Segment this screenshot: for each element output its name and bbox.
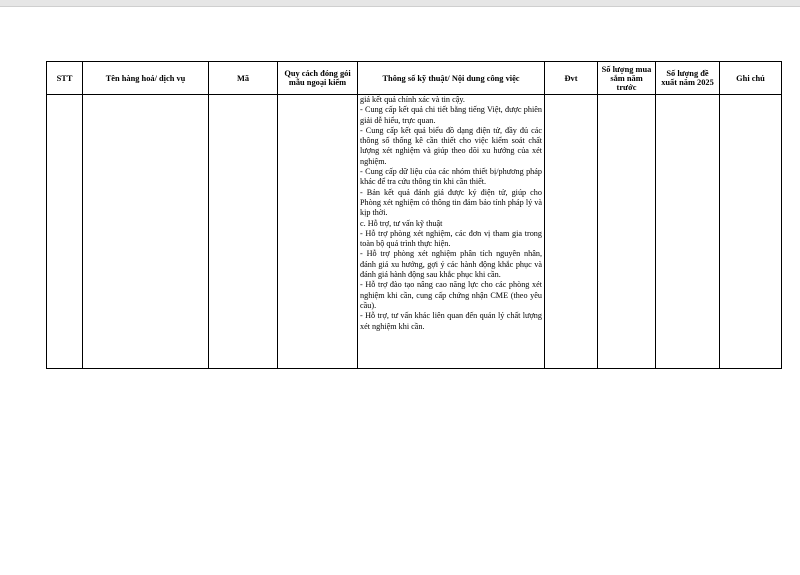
spec-line: - Cung cấp kết quả biểu đồ dạng điện tử, đầy đủ các thông số thống kê cần thiết cho việc kiểm soát chất lượng xét nghiệm và giúp theo dõi xu hướng của xét nghiệm.: [360, 125, 542, 166]
header-code: Mã: [209, 62, 278, 95]
document-page: [0, 7, 800, 575]
header-unit: Đvt: [545, 62, 598, 95]
spec-line: - Cung cấp dữ liệu của các nhóm thiết bị/phương pháp khác để tra cứu thông tin khi cần thiết.: [360, 167, 542, 187]
header-stt: STT: [47, 62, 83, 95]
table-row: [47, 95, 782, 369]
procurement-table: [46, 61, 782, 369]
cell-specs: [358, 95, 545, 369]
header-name: Tên hàng hoá/ dịch vụ: [83, 62, 209, 95]
cell-packaging: [278, 95, 358, 369]
cell-stt: [47, 95, 83, 369]
cell-name: [83, 95, 209, 369]
header-notes: Ghi chú: [720, 62, 782, 95]
header-proposed-qty: Số lượng đề xuất năm 2025: [656, 62, 720, 95]
viewer-top-bar: [0, 0, 800, 7]
header-specs: Thông số kỹ thuật/ Nội dung công việc: [358, 62, 545, 95]
header-packaging: Quy cách đóng gói mẫu ngoại kiểm: [278, 62, 358, 95]
header-row: [47, 62, 782, 95]
spec-line: - Hỗ trợ đào tạo nâng cao năng lực cho các phòng xét nghiệm khi cần, cung cấp chứng nhận CME (theo yêu cầu).: [360, 280, 542, 310]
spec-line: giá kết quả chính xác và tin cậy.: [360, 95, 465, 104]
spec-line: - Cung cấp kết quả chi tiết bằng tiếng Việt, được phiên giải dễ hiểu, trực quan.: [360, 105, 542, 125]
cell-prev-qty: [598, 95, 656, 369]
cell-code: [209, 95, 278, 369]
spec-line: - Bản kết quả đánh giá được ký điện tử, giúp cho Phòng xét nghiệm có thông tin đảm bảo tính pháp lý và kịp thời.: [360, 187, 542, 218]
spec-line: - Hỗ trợ, tư vấn khác liên quan đến quản lý chất lượng xét nghiệm khi cần.: [360, 311, 542, 331]
cell-proposed-qty: [656, 95, 720, 369]
spec-content: [358, 95, 544, 332]
cell-unit: [545, 95, 598, 369]
spec-line: - Hỗ trợ phòng xét nghiệm, các đơn vị tham gia trong toàn bộ quá trình thực hiện.: [360, 228, 542, 249]
spec-line: c. Hỗ trợ, tư vấn kỹ thuật: [360, 218, 443, 228]
header-prev-qty: Số lượng mua sắm năm trước: [598, 62, 656, 95]
cell-notes: [720, 95, 782, 369]
spec-line: - Hỗ trợ phòng xét nghiệm phân tích nguyên nhân, đánh giá xu hướng, gợi ý các hành động khắc phục và đánh giá hành động sau khắc phục khi cần.: [360, 249, 542, 280]
